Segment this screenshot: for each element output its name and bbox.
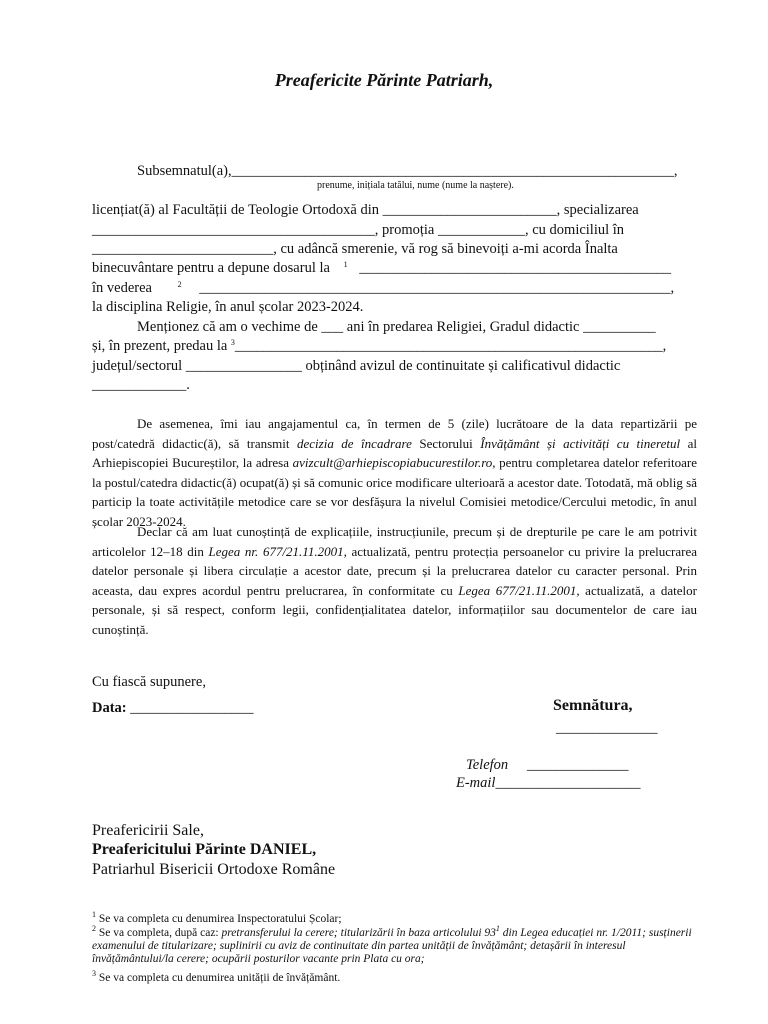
para1-line4-text: binecuvântare pentru a depune dosarul la: [92, 260, 330, 276]
footnote-2: $^2$ Se va completa, după caz: pretransferului la cerere; titularizării în baza articolului $93^1$ din Legea educației nr. 1/2011; susținerii examenului de titularizare; suplinirii cu aviz de continuitate din partea unității de învățământ; detașării în interesul învățământului/la cerere; ocupării posturilor vacante prin Plata cu ora;: [92, 924, 692, 965]
date-label: Data:: [92, 700, 127, 716]
footnote-3: $^3$ Se va completa cu denumirea unității de învățământ.: [92, 969, 341, 984]
footnote-ref-1: 1: [343, 260, 348, 269]
para1-line5: [92, 279, 674, 298]
para1-line1: licențiat(ă) al Facultății de Teologie Ortodoxă din ________________________, specializarea: [92, 202, 639, 218]
footnote-ref-3: 3: [230, 338, 235, 347]
para1-line6: la disciplina Religie, în anul școlar 2023-2024.: [92, 299, 364, 315]
para3-commitment: De asemenea, îmi iau angajamentul ca, în termen de 5 (zile) lucrătoare de la data repartizării pe post/catedră didactic(ă), să transmit decizia de încadrare Sectorului Învățământ și activități cu tineretul al Arhiepiscopiei Bucureștilor, la adresa avizcult@arhiepiscopiabucurestilor.ro, pentru completarea datelor referitoare la postul/catedra didactic(ă) ocupat(ă) și să comunic orice modificare ulterioară a acestor date. Totodată, mă oblig să particip la toate activitățile metodice care se vor desfășura la nivelul Comisiei metodice/Cercului metodic, în anul școlar 2023-2024.: [92, 416, 698, 529]
date-row: [92, 699, 254, 718]
para1-line2: _______________________________________, promoția ____________, cu domiciliul în: [92, 222, 625, 238]
addressee-line1: Preafericirii Sale,: [92, 822, 204, 839]
purpose-blank[interactable]: _________________________________________________________________,: [199, 280, 675, 296]
closing-text: Cu fiască supunere,: [92, 674, 206, 690]
subsemnatul-line: [137, 162, 678, 181]
name-hint: prenume, inițiala tatălui, nume (nume la naștere).: [317, 180, 514, 191]
para2-line4: _____________.: [92, 377, 190, 393]
date-blank[interactable]: _________________: [130, 700, 254, 716]
para2-line1: Menționez că am o vechime de ___ ani în predarea Religiei, Gradul didactic __________: [137, 319, 656, 335]
para4-gdpr-declaration: Declar că am luat cunoștință de explicațiile, instrucțiunile, precum și de drepturile pe care le am potrivit articolelor 12–18 din Legea nr. 677/21.11.2001, actualizată, pentru protecția persoanelor cu privire la prelucrarea datelor personale și libera circulație a acestor date, precum și la prelucrarea datelor cu caracter personal. Prin aceasta, dau expres acordul pentru prelucrarea, în conformitate cu Legea 677/21.11.2001, actualizată, a datelor personale, și să respect, conform legii, confidențialitatea datelor, informațiilor sau documentelor de care iau cunoștință.: [92, 524, 697, 637]
email-address: avizcult@arhiepiscopiabucurestilor.ro: [292, 455, 493, 471]
signature-line[interactable]: ______________: [556, 720, 658, 736]
phone-label: Telefon: [466, 757, 509, 773]
para1-line5-text: în vederea: [92, 280, 152, 296]
document-title: Preafericite Părinte Patriarh,: [274, 70, 494, 90]
signature-label: Semnătura,: [553, 697, 633, 714]
addressee-line2: Preafericitului Părinte DANIEL,: [92, 841, 317, 858]
subsemnatul-label: Subsemnatul(a),: [137, 163, 232, 179]
school-blank[interactable]: ___________________________________________________________,: [234, 338, 667, 354]
name-blank[interactable]: _____________________________________________________________,: [231, 163, 678, 179]
para2-line2: [92, 337, 666, 356]
footnote-ref-2: 2: [177, 280, 182, 289]
institution-blank[interactable]: ___________________________________________: [359, 260, 671, 276]
email-label: E-mail: [456, 775, 496, 791]
para2-line3: județul/sectorul ________________ obținând avizul de continuitate și calificativul didactic: [92, 358, 621, 374]
footnote-1: $^1$ Se va completa cu denumirea Inspectoratului Școlar;: [92, 910, 342, 925]
email-row: [456, 774, 640, 793]
email-blank[interactable]: ____________________: [495, 775, 641, 791]
addressee-line3: Patriarhul Bisericii Ortodoxe Române: [92, 861, 336, 878]
para1-line4: [92, 259, 671, 278]
para2-line2-text: și, în prezent, predau la: [92, 338, 228, 354]
para1-line3: _________________________, cu adâncă smerenie, vă rog să binevoiți a-mi acorda Înalta: [92, 241, 618, 257]
phone-blank[interactable]: ______________: [527, 757, 629, 773]
